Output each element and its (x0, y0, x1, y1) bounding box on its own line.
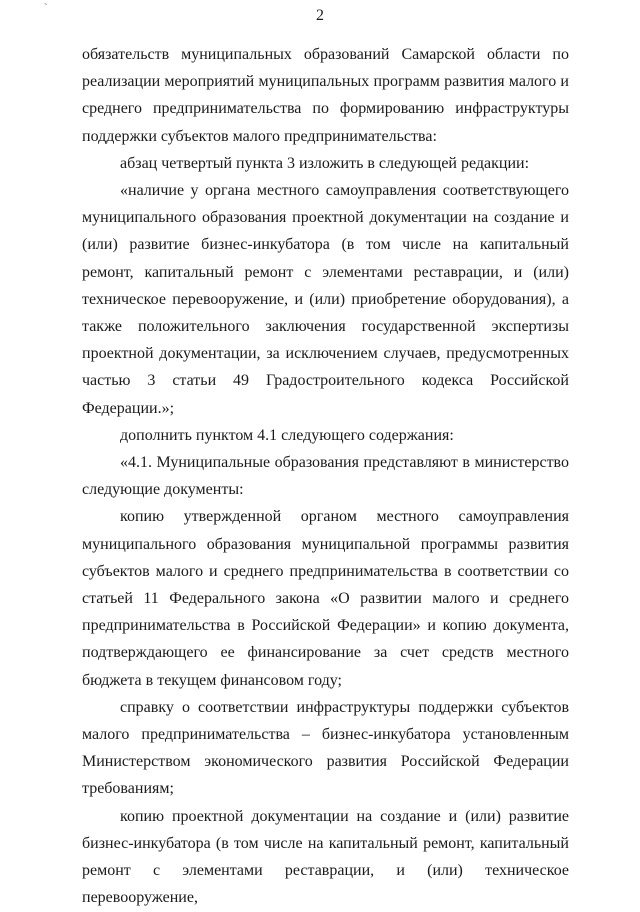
document-body (82, 41, 569, 912)
paragraph: копию утвержденной органом местного самоуправления муниципального образования муниципальной программы развития субъектов малого и среднего предпринимательства в соответствии со статьей 11 Федерального закона «О развитии малого и среднего предпринимательства в Российской Федерации» и копию документа, подтверждающего ее финансирование за счет средств местного бюджета в текущем финансовом году; (82, 508, 569, 689)
scan-mark: ` (44, 2, 48, 14)
paragraph: «наличие у органа местного самоуправления соответствующего муниципального образования проектной документации на создание и (или) развитие бизнес-инкубатора (в том числе на капитальный ремонт, капитальный ремонт с элементами реставрации, и (или) техническое перевооружение, и (или) приобретение оборудования), а также положительного заключения государственной экспертизы проектной документации, за исключением случаев, предусмотренных частью 3 статьи 49 Градостроительного кодекса Российской Федерации.»; (82, 182, 569, 417)
page-number: 2 (316, 7, 324, 24)
paragraph: копию проектной документации на создание и (или) развитие бизнес-инкубатора (в том числе на капитальный ремонт, капитальный ремонт с элементами реставрации, и (или) техническое перевооружение, (82, 807, 569, 907)
paragraph: справку о соответствии инфраструктуры поддержки субъектов малого предпринимательства – бизнес-инкубатора установленным Министерством экономического развития Российской Федерации требованиям; (82, 698, 569, 798)
paragraph: дополнить пунктом 4.1 следующего содержания: (120, 426, 454, 444)
paragraph: «4.1. Муниципальные образования представляют в министерство следующие документы: (82, 454, 569, 499)
paragraph: абзац четвертый пункта 3 изложить в следующей редакции: (120, 154, 530, 172)
paragraph: обязательств муниципальных образований Самарской области по реализации мероприятий муниципальных программ развития малого и среднего предпринимательства по формированию инфраструктуры поддержки субъектов малого предпринимательства: (82, 46, 569, 145)
